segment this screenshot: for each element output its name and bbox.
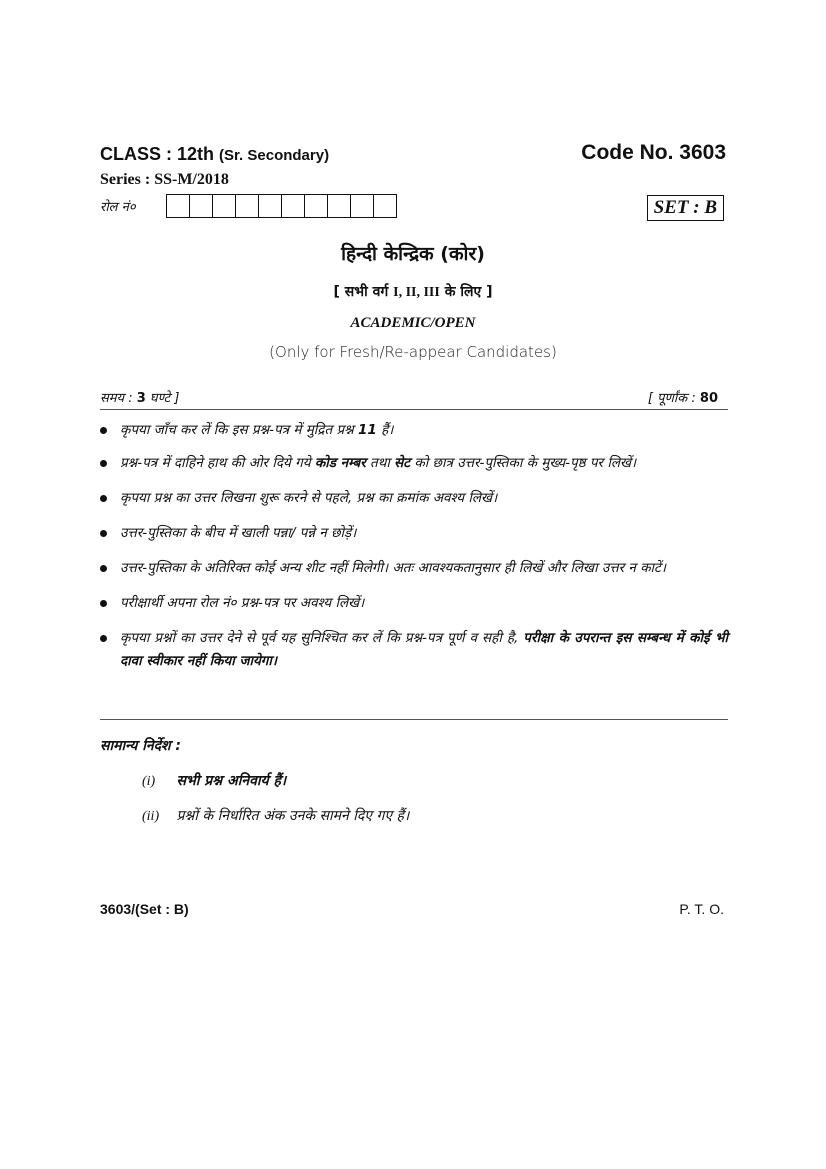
general-instructions-heading: सामान्य निर्देश : [100,738,182,754]
instruction-text: सभी प्रश्न अनिवार्य हैं। [176,773,287,789]
paper-title: हिन्दी केन्द्रिक (कोर) [341,243,485,265]
bullet-icon [100,495,107,502]
marks-label: [ पूर्णांक : [647,391,700,406]
instructions-list [100,419,728,685]
roll-number-digit-box[interactable] [305,195,328,217]
roll-number-digit-box[interactable] [190,195,213,217]
instruction-item [100,592,728,615]
instruction-text: परीक्षार्थी अपना रोल नं० प्रश्न-पत्र पर अवश्य लिखें। [120,595,365,611]
general-instruction-2 [142,806,409,825]
instruction-item [100,557,728,580]
bullet-icon [100,600,107,607]
instruction-text: सेट [394,455,411,471]
code-number: Code No. 3603 [581,141,726,164]
classes-latin: I, II, III [393,285,440,300]
instruction-item [100,452,728,475]
class-subtext: (Sr. Secondary) [219,147,330,164]
class-label [100,144,329,165]
instruction-number: (ii) [142,809,160,824]
roll-number-digit-box[interactable] [282,195,305,217]
instruction-text: कोड नम्बर [314,455,366,471]
instruction-text: तथा [365,455,395,471]
set-badge: SET : B [647,195,724,221]
footer-pto: P. T. O. [679,901,724,917]
roll-number-digit-box[interactable] [351,195,374,217]
series-label: Series : SS-M/2018 [100,171,229,188]
instruction-text: उत्तर-पुस्तिका के अतिरिक्त कोई अन्य शीट नहीं मिलेगी। अतः आवश्यकतानुसार ही लिखें और लिखा उत्तर न काटें। [120,560,666,576]
classes-close: के लिए ] [439,284,493,300]
mode-label: ACADEMIC/OPEN [350,315,476,331]
roll-number-digit-box[interactable] [259,195,282,217]
general-instruction-1 [142,771,286,790]
roll-number-digit-box[interactable] [374,195,396,217]
instruction-text: प्रश्नों के निर्धारित अंक उनके सामने दिए गए हैं। [176,808,410,824]
instruction-item [100,522,728,545]
bullet-icon [100,427,107,434]
divider-top [100,409,728,410]
instruction-item [100,419,728,442]
classes-open: [ सभी वर्ग [333,284,394,300]
instruction-text: परीक्षा के उपरान्त इस सम्बन्ध में कोई भी दावा स्वीकार नहीं किया जायेगा। [120,630,728,669]
candidates-note: (Only for Fresh/Re-appear Candidates) [269,343,557,361]
instruction-text: प्रश्न-पत्र में दाहिने हाथ की ओर दिये गये [120,455,315,471]
time-allowed [100,388,179,406]
instruction-text: कृपया प्रश्न का उत्तर लिखना शुरू करने से पहले, प्रश्न का क्रमांक अवश्य लिखें। [120,490,498,506]
roll-number-boxes[interactable] [166,194,397,218]
instruction-text: 11 [357,422,377,438]
bullet-icon [100,460,107,467]
max-marks [648,388,718,406]
time-unit: घण्टे ] [145,391,180,406]
instruction-number: (i) [142,774,156,789]
bullet-icon [100,530,107,537]
time-value: 3 [136,391,146,406]
roll-number-digit-box[interactable] [167,195,190,217]
instruction-text: हैं। [376,422,394,438]
footer-code: 3603/(Set : B) [100,901,189,917]
time-label: समय : [100,391,137,406]
instruction-item [100,627,728,673]
roll-number-label: रोल नं० [100,200,136,215]
classes-line [0,282,826,301]
class-text: CLASS : 12th [100,144,215,164]
instruction-text: उत्तर-पुस्तिका के बीच में खाली पन्ना/ पन्ने न छोड़ें। [120,525,357,541]
instruction-text: कृपया प्रश्नों का उत्तर देने से पूर्व यह सुनिश्चित कर लें कि प्रश्न-पत्र पूर्ण व सही है, [120,630,524,646]
divider-bottom [100,719,728,720]
roll-number-digit-box[interactable] [328,195,351,217]
roll-number-digit-box[interactable] [236,195,259,217]
roll-number-digit-box[interactable] [213,195,236,217]
marks-value: 80 [699,391,718,406]
bullet-icon [100,565,107,572]
bullet-icon [100,635,107,642]
instruction-item [100,487,728,510]
instruction-text: को छात्र उत्तर-पुस्तिका के मुख्य-पृष्ठ पर लिखें। [410,455,637,471]
instruction-text: कृपया जाँच कर लें कि इस प्रश्न-पत्र में मुद्रित प्रश्न [120,422,358,438]
